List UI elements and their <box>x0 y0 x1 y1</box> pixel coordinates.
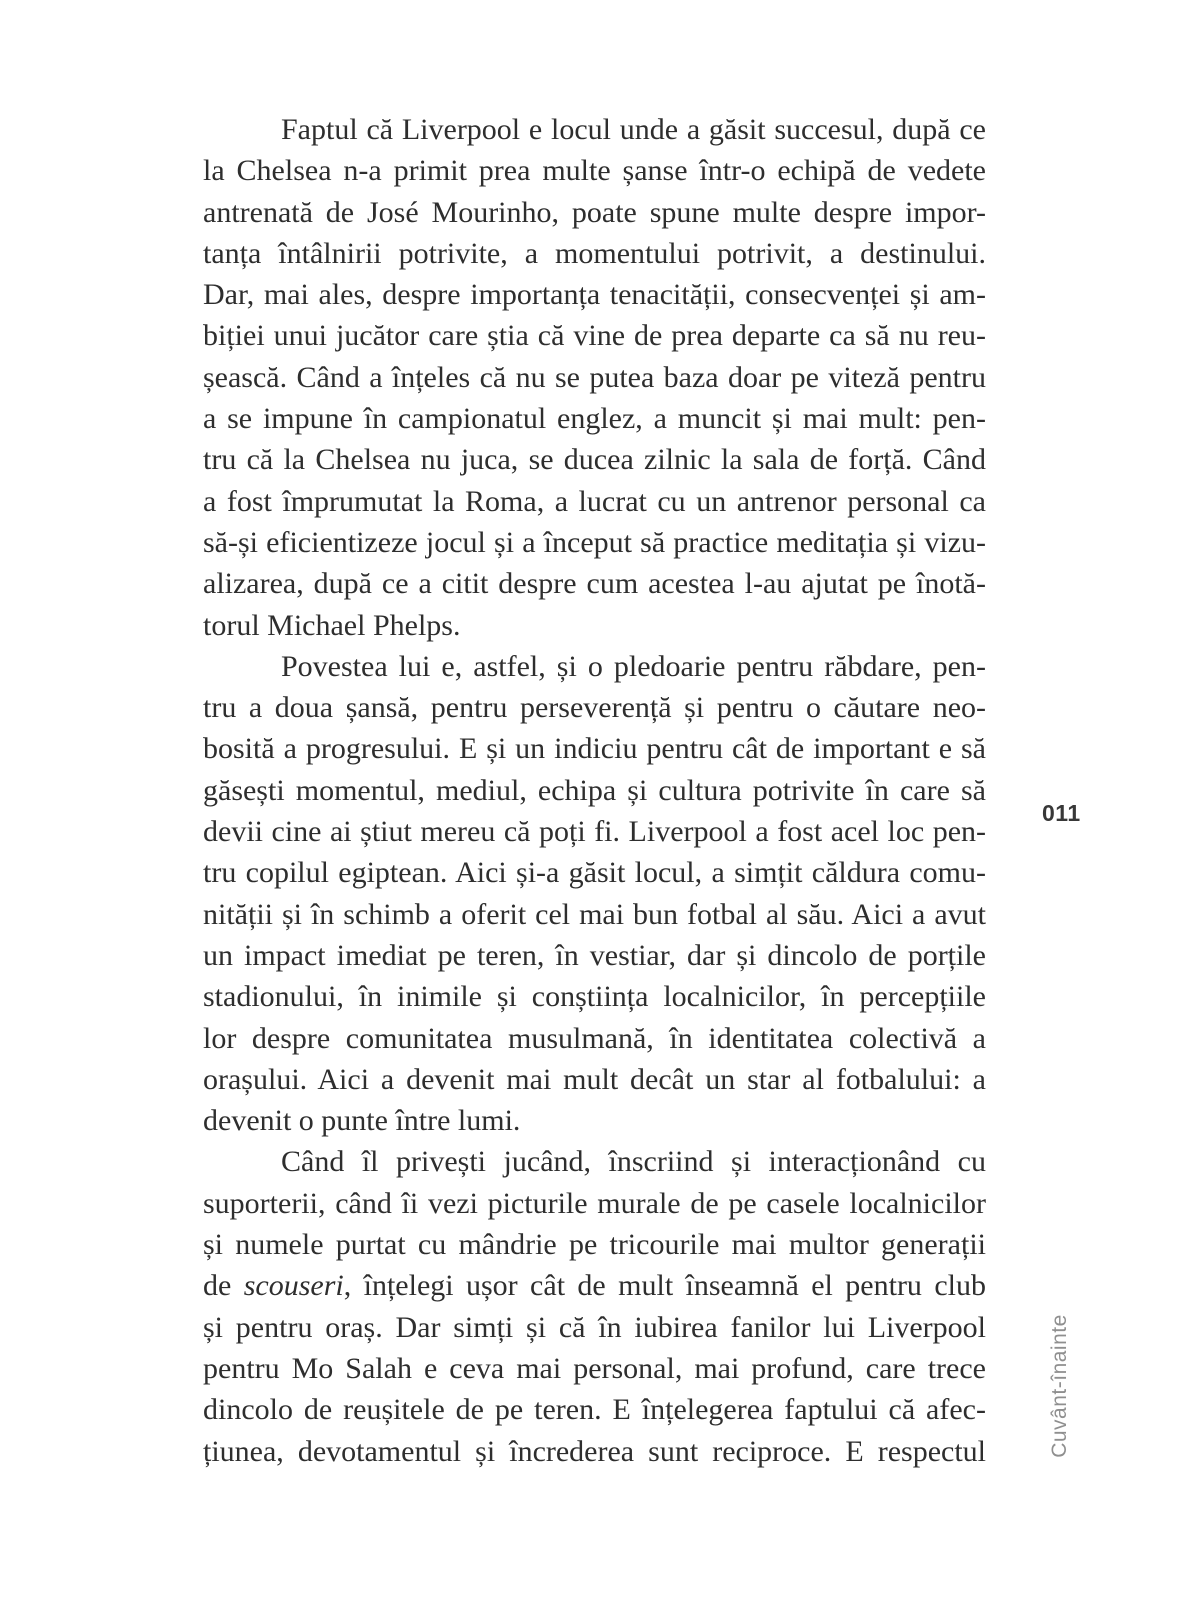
text-line: pentru Mo Salah e ceva mai personal, mai profund, care trece <box>203 1351 986 1385</box>
text-line: tru că la Chelsea nu juca, se ducea zilnic la sala de forță. Când <box>203 443 986 477</box>
paragraph <box>203 1141 986 1471</box>
text-line: bosită a progresului. E și un indiciu pentru cât de important e să <box>203 732 986 766</box>
text-line: țiunea, devotamentul și încrederea sunt reciproce. E respectul <box>203 1434 986 1468</box>
text-line: Dar, mai ales, despre importanța tenacității, consecvenței și am- <box>203 278 986 312</box>
page-number: 011 <box>1042 800 1081 826</box>
text-line: torul Michael Phelps. <box>203 608 461 642</box>
text-line: suporterii, când îi vezi picturile murale de pe casele localnicilor <box>203 1186 986 1220</box>
text-line: devenit o punte între lumi. <box>203 1104 521 1138</box>
text-line: devii cine ai știut mereu că poți fi. Liverpool a fost acel loc pen- <box>203 815 986 849</box>
text-line: Faptul că Liverpool e locul unde a găsit succesul, după ce <box>281 113 986 146</box>
text-line: găsești momentul, mediul, echipa și cultura potrivite în care să <box>203 773 986 807</box>
text-line: de scouseri, înțelegi ușor cât de mult înseamnă el pentru club <box>203 1269 986 1303</box>
text-line: dincolo de reușitele de pe teren. E înțelegerea faptului că afec- <box>203 1393 986 1427</box>
text-line: stadionului, în inimile și conștiința localnicilor, în percepțiile <box>203 980 986 1014</box>
text-line: Povestea lui e, astfel, și o pledoarie pentru răbdare, pen- <box>281 649 986 683</box>
text-line: tru copilul egiptean. Aici și-a găsit locul, a simțit căldura comu- <box>203 856 986 890</box>
text-line: orașului. Aici a devenit mai mult decât un star al fotbalului: a <box>203 1062 986 1096</box>
text-line: să-și eficientizeze jocul și a început să practice meditația și vizu- <box>203 525 986 559</box>
text-line: a se impune în campionatul englez, a muncit și mai mult: pen- <box>203 402 986 436</box>
paragraph <box>203 646 986 1142</box>
text-line: tanța întâlnirii potrivite, a momentului potrivit, a destinului. <box>203 236 986 270</box>
text-line: și pentru oraș. Dar simți și că în iubirea fanilor lui Liverpool <box>203 1310 986 1344</box>
text-line: un impact imediat pe teren, în vestiar, dar și dincolo de porțile <box>203 938 986 972</box>
text-line: nității și în schimb a oferit cel mai bun fotbal al său. Aici a avut <box>203 897 986 931</box>
text-line: a fost împrumutat la Roma, a lucrat cu un antrenor personal ca <box>203 484 986 518</box>
paragraph <box>203 109 986 646</box>
text-line: la Chelsea n-a primit prea multe șanse într-o echipă de vedete <box>203 154 986 188</box>
text-line: și numele purtat cu mândrie pe tricourile mai multor generații <box>203 1228 986 1262</box>
text-line: antrenată de José Mourinho, poate spune multe despre impor- <box>203 195 986 229</box>
text-line: șească. Când a înțeles că nu se putea baza doar pe viteză pentru <box>203 360 986 394</box>
text-line: alizarea, după ce a citit despre cum acestea l-au ajutat pe înotă- <box>203 567 986 601</box>
text-line: biției unui jucător care știa că vine de prea departe ca să nu reu- <box>203 319 986 353</box>
text-line: lor despre comunitatea musulmană, în identitatea colectivă a <box>203 1021 986 1055</box>
text-line: tru a doua șansă, pentru perseverență și pentru o căutare neo- <box>203 691 986 725</box>
section-label-vertical: Cuvânt-înainte <box>1048 1314 1071 1458</box>
text-block <box>203 109 986 1472</box>
text-line: Când îl privești jucând, înscriind și interacționând cu <box>281 1145 986 1179</box>
